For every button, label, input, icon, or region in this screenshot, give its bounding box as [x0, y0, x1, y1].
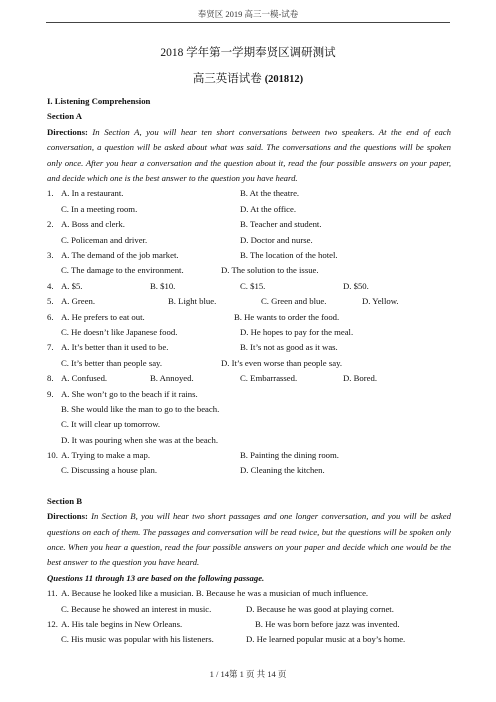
option-a: A. It’s better than it used to be. — [61, 342, 169, 353]
option-c: C. It will clear up tomorrow. — [61, 419, 161, 430]
question-number: 8. — [47, 373, 54, 384]
option-c: C. He doesn’t like Japanese food. — [61, 326, 178, 337]
question-5-row — [47, 294, 451, 309]
question-2-row-cd — [47, 233, 451, 248]
option-d: D. Doctor and nurse. — [240, 234, 313, 245]
option-d: D. He learned popular music at a boy’s home. — [246, 634, 406, 645]
question-10-row-ab — [47, 448, 451, 463]
question-9-row-c — [47, 417, 451, 432]
question-1-row-ab — [47, 186, 451, 201]
question-4-row — [47, 279, 451, 294]
exam-subtitle-cn: 高三英语试卷 — [192, 73, 262, 85]
question-9-row-a — [47, 387, 451, 402]
question-1-row-cd — [47, 202, 451, 217]
option-c: C. Policeman and driver. — [61, 234, 148, 245]
option-c: C. The damage to the environment. — [61, 265, 184, 276]
option-a: A. $5. — [61, 280, 83, 291]
directions-text: In Section A, you will hear ten short conversations between two speakers. At the end of each conversation, a question will be asked about what was said. The conversations and the questions will be spoken only once. After you hear a conversation and the question about it, read the four possible answers on your paper, and decide which one is the best answer to the question you have heard. — [47, 126, 451, 184]
option-c: C. Because he showed an interest in music. — [61, 603, 212, 614]
option-b: B. The location of the hotel. — [240, 250, 338, 260]
option-a: A. He prefers to eat out. — [61, 311, 145, 322]
option-c: C. His music was popular with his listeners. — [61, 634, 214, 645]
section-a-label: Section A — [47, 111, 82, 122]
option-b: B. Painting the dining room. — [240, 450, 339, 461]
option-d: D. At the office. — [240, 203, 297, 214]
question-number: 1. — [47, 188, 54, 199]
question-number: 2. — [47, 219, 54, 230]
header-divider — [46, 22, 450, 23]
option-d: D. The solution to the issue. — [221, 265, 319, 276]
question-11-row-cd — [47, 602, 451, 617]
question-group-note: Questions 11 through 13 are based on the following passage. — [47, 572, 265, 583]
section-b-label: Section B — [47, 495, 82, 506]
question-7-row-cd — [47, 356, 451, 371]
option-d: D. Yellow. — [362, 296, 399, 307]
question-9-row-b — [47, 402, 451, 417]
option-b: B. He was born before jazz was invented. — [255, 619, 400, 630]
exam-content — [47, 94, 451, 648]
question-8-row — [47, 371, 451, 386]
option-d: D. It was pouring when she was at the beach. — [61, 434, 219, 445]
option-ab: A. Because he looked like a musician. B. Because he was a musician of much influence. — [61, 588, 369, 599]
question-7-row-ab — [47, 340, 451, 355]
part-heading: I. Listening Comprehension — [47, 96, 151, 106]
question-number: 7. — [47, 342, 54, 353]
option-d: D. Cleaning the kitchen. — [240, 465, 325, 476]
question-9-row-d — [47, 433, 451, 448]
option-b: B. She would like the man to go to the beach. — [61, 403, 220, 414]
question-12-row-ab — [47, 617, 451, 632]
option-a: A. The demand of the job market. — [61, 250, 179, 260]
option-c: C. $15. — [240, 280, 266, 291]
option-c: C. In a meeting room. — [61, 203, 138, 214]
option-c: C. Green and blue. — [261, 296, 327, 307]
section-a-directions — [47, 125, 451, 187]
page-header — [0, 0, 496, 24]
question-number: 5. — [47, 296, 54, 307]
question-10-row-cd — [47, 463, 451, 478]
option-d: D. It’s even worse than people say. — [221, 357, 343, 368]
question-number: 12. — [47, 619, 58, 630]
question-number: 11. — [47, 588, 58, 599]
question-3-row-ab — [47, 248, 451, 263]
option-b: B. Annoyed. — [150, 373, 194, 384]
question-number: 9. — [47, 388, 54, 399]
question-11-row-ab — [47, 586, 451, 601]
option-c: C. It’s better than people say. — [61, 357, 163, 368]
directions-text: In Section B, you will hear two short passages and one longer conversation, and you will be asked questions on each of them. The passages and conversation will be read twice, but the questions will be spoken only once. When you hear a question, read the four possible answers on your paper and decide which one would be the best answer to the question you have heard. — [47, 511, 451, 568]
option-d: D. $50. — [343, 280, 369, 291]
option-d: D. Because he was good at playing cornet. — [246, 603, 394, 614]
option-a: A. Trying to make a map. — [61, 450, 151, 461]
option-b: B. Light blue. — [168, 296, 217, 307]
option-a: A. Green. — [61, 296, 96, 307]
option-b: B. He wants to order the food. — [234, 311, 340, 322]
page-footer: 1 / 14第 1 页 共 14 页 — [209, 669, 287, 679]
section-b-directions — [47, 509, 451, 571]
option-b: B. It’s not as good as it was. — [240, 342, 338, 353]
option-a: A. She won’t go to the beach if it rains. — [61, 388, 198, 399]
question-number: 6. — [47, 311, 54, 322]
section-gap — [47, 479, 451, 494]
option-d: D. He hopes to pay for the meal. — [240, 326, 354, 337]
question-2-row-ab — [47, 217, 451, 232]
option-b: B. $10. — [150, 280, 176, 291]
directions-label: Directions: — [47, 126, 88, 137]
question-number: 3. — [47, 250, 54, 260]
option-c: C. Embarrassed. — [240, 373, 298, 384]
option-d: D. Bored. — [343, 373, 378, 384]
question-12-row-cd — [47, 632, 451, 647]
exam-title: 2018 学年第一学期奉贤区调研测试 — [160, 47, 336, 59]
option-c: C. Discussing a house plan. — [61, 465, 158, 476]
option-a: A. His tale begins in New Orleans. — [61, 619, 183, 630]
header-text: 奉贤区 2019 高三一模-试卷 — [197, 9, 299, 19]
exam-subtitle — [0, 70, 496, 86]
question-3-row-cd — [47, 263, 451, 278]
exam-subtitle-code: (201812) — [264, 74, 304, 85]
option-b: B. At the theatre. — [240, 188, 300, 199]
question-number: 4. — [47, 280, 54, 291]
option-b: B. Teacher and student. — [240, 219, 322, 230]
question-6-row-cd — [47, 325, 451, 340]
option-a: A. Confused. — [61, 373, 108, 384]
question-number: 10. — [47, 450, 58, 461]
question-6-row-ab — [47, 310, 451, 325]
directions-label: Directions: — [47, 511, 88, 522]
option-a: A. In a restaurant. — [61, 188, 124, 199]
option-a: A. Boss and clerk. — [61, 219, 125, 230]
